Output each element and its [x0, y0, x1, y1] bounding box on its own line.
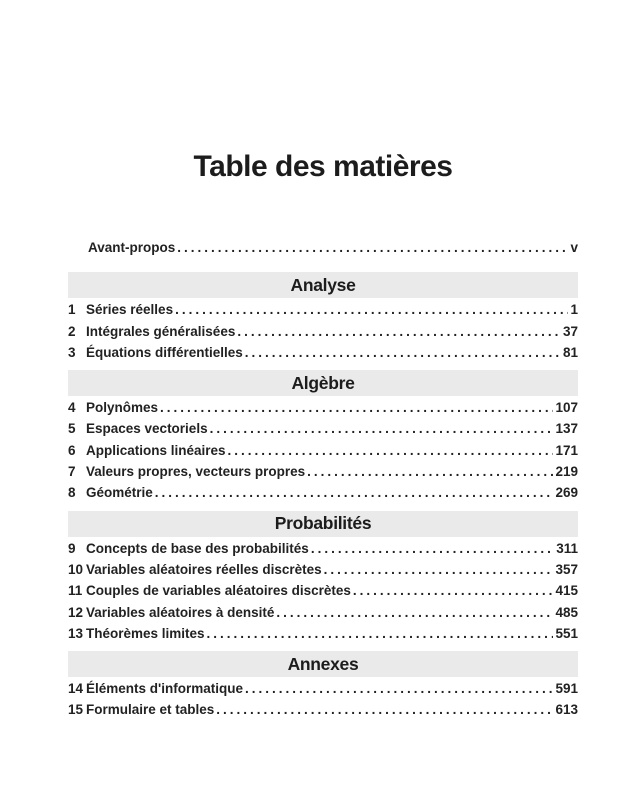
entry-number: 10	[68, 561, 84, 577]
section-entries	[68, 538, 578, 644]
section-heading: Analyse	[68, 272, 578, 298]
entry-title: Séries réelles	[86, 302, 174, 318]
section-entries	[68, 678, 578, 721]
dot-leader	[237, 321, 561, 342]
toc-section	[68, 651, 578, 721]
toc-section	[68, 370, 578, 503]
dot-leader	[177, 237, 568, 258]
dot-leader	[276, 602, 553, 623]
entry-page: 219	[555, 464, 578, 480]
entry-title: Théorèmes limites	[86, 625, 205, 641]
entry-page: 37	[562, 323, 578, 339]
entry-title: Concepts de base des probabilités	[86, 540, 309, 556]
entry-number: 15	[68, 702, 84, 718]
entry-page: 107	[555, 400, 578, 416]
entry-page: 415	[555, 583, 578, 599]
entry-title: Applications linéaires	[86, 442, 226, 458]
toc-content	[68, 0, 578, 721]
toc-entry	[68, 342, 578, 363]
toc-entry	[68, 699, 578, 720]
entry-number: 13	[68, 625, 84, 641]
entry-number: 11	[68, 583, 83, 599]
page-title: Table des matières	[193, 150, 453, 183]
dot-leader	[353, 580, 554, 601]
entry-title: Intégrales généralisées	[86, 323, 236, 339]
dot-leader	[160, 397, 553, 418]
entry-page: 591	[555, 681, 578, 697]
entry-page: 485	[555, 604, 578, 620]
dot-leader	[175, 299, 568, 320]
section-heading: Probabilités	[68, 511, 578, 537]
dot-leader	[245, 678, 553, 699]
entry-page: 311	[556, 540, 578, 556]
front-matter-page: v	[570, 240, 578, 255]
entry-number: 1	[68, 302, 76, 318]
entry-title: Géométrie	[86, 485, 153, 501]
entry-title: Polynômes	[86, 400, 159, 416]
toc-section	[68, 272, 578, 363]
toc-entry	[68, 623, 578, 644]
dot-leader	[307, 461, 553, 482]
toc-entry	[68, 321, 578, 342]
entry-title: Variables aléatoires réelles discrètes	[86, 561, 322, 577]
entry-page: 269	[555, 485, 578, 501]
section-entries	[68, 299, 578, 363]
toc-entry	[68, 538, 578, 559]
front-matter-label: Avant-propos	[88, 240, 176, 255]
toc-entry	[68, 299, 578, 320]
entry-number: 4	[68, 400, 76, 416]
toc-entry	[68, 678, 578, 699]
toc-entry	[68, 602, 578, 623]
entry-title: Variables aléatoires à densité	[86, 604, 275, 620]
entry-number: 8	[68, 485, 76, 501]
section-heading: Annexes	[68, 651, 578, 677]
entry-page: 81	[562, 344, 578, 360]
sections	[68, 272, 578, 720]
toc-section	[68, 511, 578, 644]
entry-number: 6	[68, 442, 76, 458]
section-heading: Algèbre	[68, 370, 578, 396]
entry-number: 2	[68, 323, 76, 339]
entry-page: 137	[555, 421, 578, 437]
entry-number: 12	[68, 604, 84, 620]
toc-entry	[68, 580, 578, 601]
entry-page: 1	[570, 302, 578, 318]
dot-leader	[210, 418, 554, 439]
entry-title: Espaces vectoriels	[86, 421, 208, 437]
entry-title: Formulaire et tables	[86, 702, 215, 718]
entry-title: Valeurs propres, vecteurs propres	[86, 464, 306, 480]
dot-leader	[155, 482, 554, 503]
entry-number: 9	[68, 540, 76, 556]
toc-entry	[68, 482, 578, 503]
entry-page: 171	[555, 442, 578, 458]
toc-entry	[68, 440, 578, 461]
entry-page: 551	[555, 625, 578, 641]
toc-entry	[68, 397, 578, 418]
entry-title: Couples de variables aléatoires discrètes	[86, 583, 351, 599]
toc-entry	[68, 461, 578, 482]
toc-entry	[68, 418, 578, 439]
dot-leader	[216, 699, 553, 720]
entry-title: Équations différentielles	[86, 344, 243, 360]
front-matter-row	[68, 237, 578, 258]
entry-number: 5	[68, 421, 76, 437]
section-entries	[68, 397, 578, 503]
entry-number: 3	[68, 344, 76, 360]
dot-leader	[207, 623, 554, 644]
entry-number: 14	[68, 681, 84, 697]
dot-leader	[228, 440, 554, 461]
dot-leader	[311, 538, 554, 559]
entry-page: 613	[555, 702, 578, 718]
toc-entry	[68, 559, 578, 580]
entry-title: Éléments d'informatique	[86, 681, 243, 697]
dot-leader	[324, 559, 554, 580]
dot-leader	[245, 342, 561, 363]
entry-number: 7	[68, 464, 76, 480]
entry-page: 357	[555, 561, 578, 577]
